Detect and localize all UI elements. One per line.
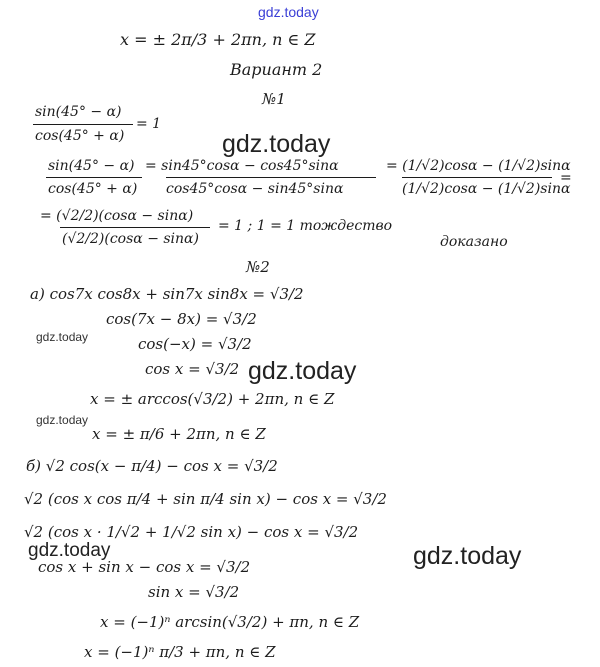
- part-a-line-1: a) cos7x cos8x + sin7x sin8x = √3/2: [30, 285, 304, 303]
- fraction-bar: [33, 124, 133, 125]
- fraction-3-end: =: [560, 170, 572, 186]
- part-a-line-6: x = ± π/6 + 2πn, n ∈ Z: [92, 425, 266, 443]
- watermark-small: gdz.today: [36, 330, 89, 344]
- simplified-rhs: = 1 ; 1 = 1 тождество: [218, 218, 393, 234]
- part-b-line-6: x = (−1)ⁿ arcsin(√3/2) + πn, n ∈ Z: [100, 613, 360, 631]
- part-b-line-7: x = (−1)ⁿ π/3 + πn, n ∈ Z: [84, 643, 276, 661]
- fraction-bar: [166, 177, 376, 178]
- task-2-heading: №2: [246, 258, 270, 276]
- part-a-line-2: cos(7x − 8x) = √3/2: [106, 310, 257, 328]
- watermark-big: gdz.today: [28, 540, 111, 561]
- part-b-line-4: cos x + sin x − cos x = √3/2: [38, 558, 251, 576]
- fraction-1-numerator: sin(45° − α): [48, 158, 135, 174]
- part-a-line-4: cos x = √3/2: [145, 360, 240, 378]
- watermark-big: gdz.today: [222, 130, 331, 158]
- part-b-line-2: √2 (cos x cos π/4 + sin π/4 sin x) − cos x = √3/2: [24, 490, 387, 508]
- variant-heading: Вариант 2: [230, 60, 323, 79]
- fraction-3-numerator: = (1/√2)cosα − (1/√2)sinα: [386, 158, 571, 174]
- watermark-big: gdz.today: [248, 357, 357, 385]
- part-a-line-3: cos(−x) = √3/2: [138, 335, 252, 353]
- answer-line-previous: x = ± 2π/3 + 2πn, n ∈ Z: [120, 30, 316, 49]
- watermark-top: gdz.today: [258, 4, 319, 20]
- part-b-line-5: sin x = √3/2: [148, 583, 240, 601]
- fraction-2-numerator: = sin45°cosα − cos45°sinα: [145, 158, 339, 174]
- part-a-line-5: x = ± arccos(√3/2) + 2πn, n ∈ Z: [90, 390, 335, 408]
- fraction-2-denominator: cos45°cosα − sin45°sinα: [166, 181, 344, 197]
- fraction-bar: [402, 177, 552, 178]
- simplified-denominator: (√2/2)(cosα − sinα): [62, 231, 199, 247]
- fraction-bar: [46, 177, 142, 178]
- part-b-line-1: б) √2 cos(x − π/4) − cos x = √3/2: [26, 457, 278, 475]
- identity-numerator: sin(45° − α): [35, 104, 122, 120]
- proved-label: доказано: [440, 234, 508, 250]
- watermark-small: gdz.today: [36, 413, 89, 427]
- watermark-big: gdz.today: [413, 542, 522, 570]
- fraction-3-denominator: (1/√2)cosα − (1/√2)sinα: [402, 181, 571, 197]
- identity-denominator: cos(45° + α): [35, 128, 125, 144]
- simplified-numerator: = (√2/2)(cosα − sinα): [40, 208, 194, 224]
- part-b-line-3: √2 (cos x · 1/√2 + 1/√2 sin x) − cos x = √3/2: [24, 523, 359, 541]
- identity-rhs: = 1: [136, 116, 162, 132]
- fraction-1-denominator: cos(45° + α): [48, 181, 138, 197]
- task-1-heading: №1: [262, 90, 286, 108]
- fraction-bar: [60, 227, 210, 228]
